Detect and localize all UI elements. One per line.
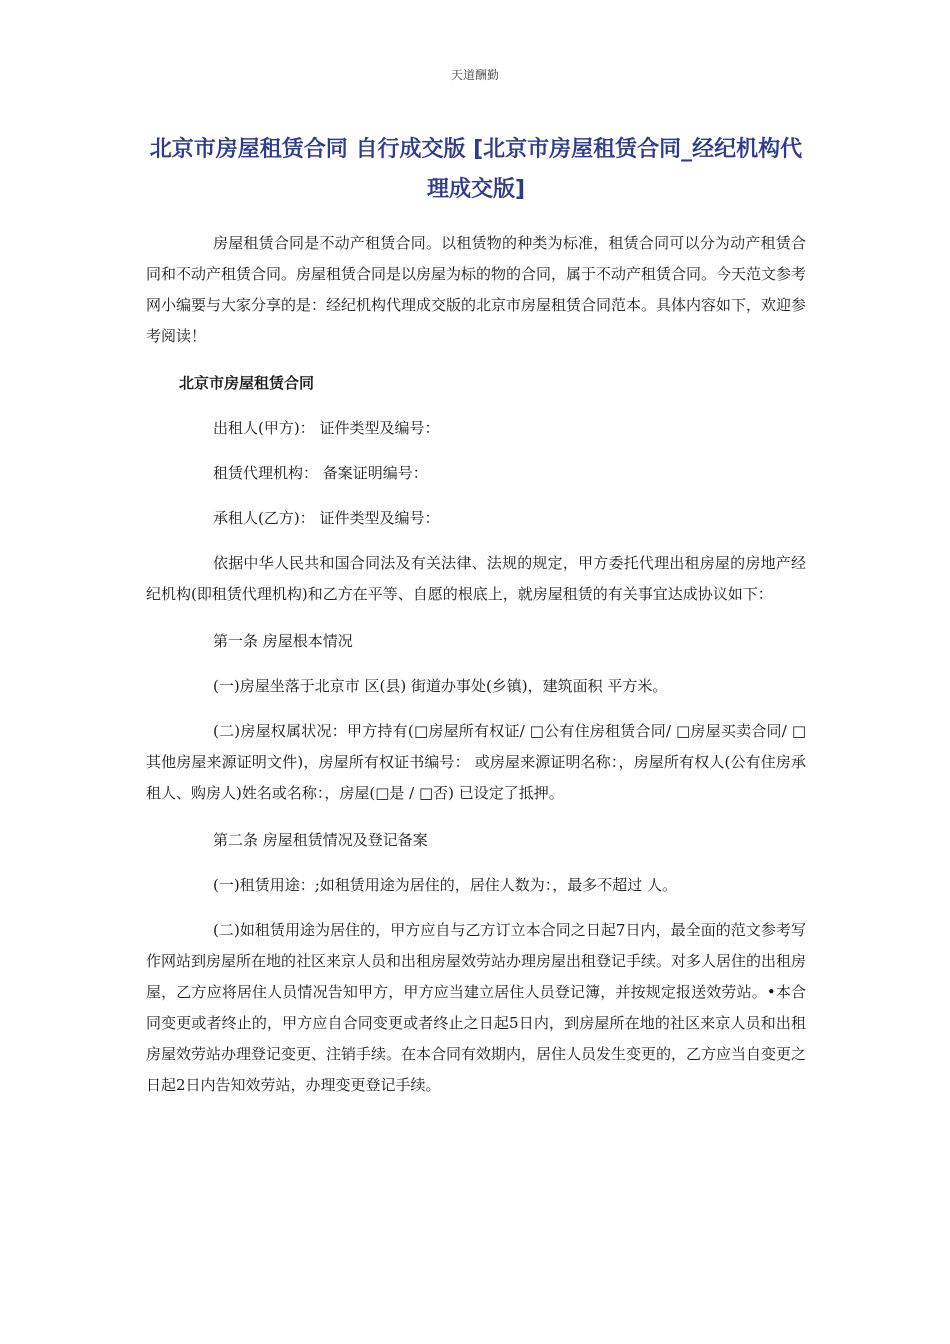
article-2-item-2: (二)如租赁用途为居住的，甲方应自与乙方订立本合同之日起7日内，最全面的范文参考写作网站到房屋所在地的社区来京人员和出租房屋效劳站办理房屋出租登记手续。对多人居住的出租房屋，乙方应将居住人员情况告知甲方，甲方应当建立居住人员登记簿，并按规定报送效劳站。•本合同变更或者终止的，甲方应自合同变更或者终止之日起5日内，到房屋所在地的社区来京人员和出租房屋效劳站办理登记变更、注销手续。在本合同有效期内，居住人员发生变更的，乙方应当自变更之日起2日内告知效劳站，办理变更登记手续。 xyxy=(146,921,807,1094)
article-1-item-2: (二)房屋权属状况：甲方持有(□房屋所有权证/ □公有住房租赁合同/ □房屋买卖合同/ □其他房屋来源证明文件)，房屋所有权证书编号： 或房屋来源证明名称：，房屋所有权人(公有住房承租人、购房人)姓名或名称：，房屋(□是 / □否) 已设定了抵押。 xyxy=(146,722,806,802)
article-2-heading: 第二条 房屋租赁情况及登记备案 xyxy=(213,831,428,849)
article-1-item-1: (一)房屋坐落于北京市 区(县) 街道办事处(乡镇)，建筑面积 平方米。 xyxy=(213,677,668,695)
preamble-paragraph: 依据中华人民共和国合同法及有关法律、法规的规定，甲方委托代理出租房屋的房地产经纪机构(即租赁代理机构)和乙方在平等、自愿的根底上，就房屋租赁的有关事宜达成协议如下： xyxy=(146,554,806,603)
section-subtitle: 北京市房屋租赁合同 xyxy=(179,374,315,392)
page-header: 天道酬勤 xyxy=(450,68,499,82)
lessee-line: 承租人(乙方)： 证件类型及编号： xyxy=(213,509,440,527)
document-body xyxy=(146,228,806,1117)
article-2-item-1: (一)租赁用途：;如租赁用途为居住的，居住人数为：，最多不超过 人。 xyxy=(213,876,678,894)
lessor-line: 出租人(甲方)： 证件类型及编号： xyxy=(213,419,440,437)
article-1-heading: 第一条 房屋根本情况 xyxy=(213,632,353,650)
agency-line: 租赁代理机构： 备案证明编号： xyxy=(213,464,428,482)
document-title: 北京市房屋租赁合同 自行成交版 [北京市房屋租赁合同_经纪机构代理成交版] xyxy=(149,137,803,202)
intro-paragraph: 房屋租赁合同是不动产租赁合同。以租赁物的种类为标准，租赁合同可以分为动产租赁合同和不动产租赁合同。房屋租赁合同是以房屋为标的物的合同，属于不动产租赁合同。今天范文参考网小编要与大家分享的是：经纪机构代理成交版的北京市房屋租赁合同范本。具体内容如下，欢迎参考阅读！ xyxy=(146,234,807,345)
